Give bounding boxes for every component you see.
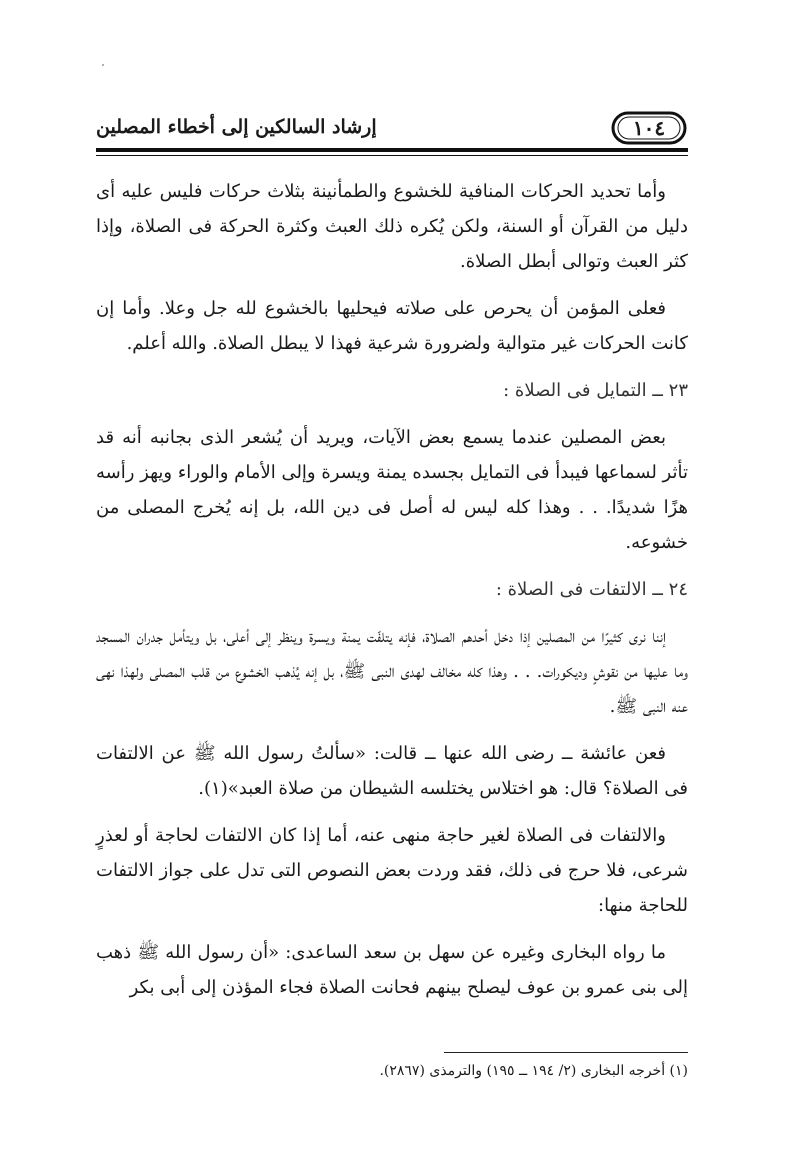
page-number: ١٠٤ xyxy=(632,116,666,140)
paragraph: وأما تحديد الحركات المنافية للخشوع والطمأنينة بثلاث حركات فليس عليه أى دليل من القرآن أو السنة، ولكن يُكره ذلك العبث وكثرة الحركة فى الصلاة، وإذا كثر العبث وتوالى أبطل الصلاة. xyxy=(96,181,688,272)
header-rule xyxy=(96,148,688,152)
page-number-badge xyxy=(610,110,688,146)
paragraph: والالتفات فى الصلاة لغير حاجة منهى عنه، أما إذا كان الالتفات لحاجة أو لعذرٍ شرعى، فلا حرج فى ذلك، فقد وردت بعض النصوص التى تدل على جواز الالتفات للحاجة منها: xyxy=(96,825,688,916)
paragraph: فعلى المؤمن أن يحرص على صلاته فيحليها بالخشوع لله جل وعلا. وأما إن كانت الحركات غير متوالية ولضرورة شرعية فهذا لا يبطل الصلاة. والله أعلم. xyxy=(96,298,688,354)
running-title: إرشاد السالكين إلى أخطاء المصلين xyxy=(96,116,377,138)
page-header xyxy=(96,104,688,152)
section-heading: ٢٤ ــ الالتفات فى الصلاة : xyxy=(495,579,688,600)
paragraph: بعض المصلين عندما يسمع بعض الآيات، ويريد أن يُشعر الذى بجانبه أنه قد تأثر لسماعها فيبدأ فى التمايل بجسده يمنة ويسرة وإلى الأمام والوراء ويهز رأسه هزًا شديدًا. . . وهذا كله ليس له أصل فى دين الله، بل إنه يُخرج المصلى من خشوعه. xyxy=(96,427,688,553)
page-body xyxy=(96,174,688,1017)
paragraph: إننا نرى كثيرًا من المصلين إذا دخل أحدهم الصلاة، فإنه يتلفّت يمنة ويسرة وينظر إلى أعلى، بل ويتأمل جدران المسجد وما عليها من نقوشٍ وديكورات. . . وهذا كله مخالف لهدى النبى ﷺ، بل إنه يُذهب الخشوع من قلب المصلى ولهذا نهى عنه النبى ﷺ. xyxy=(96,626,688,717)
header-rule-thin xyxy=(96,155,688,156)
footnote: (١) أخرجه البخارى (٢/ ١٩٤ ــ ١٩٥) والترمذى (٢٨٦٧). xyxy=(379,1063,688,1079)
section-heading: ٢٣ ــ التمايل فى الصلاة : xyxy=(503,380,688,401)
paragraph: ما رواه البخارى وغيره عن سهل بن سعد الساعدى: «أن رسول الله ﷺ ذهب إلى بنى عمرو بن عوف ليصلح بينهم فحانت الصلاة فجاء المؤذن إلى أبى بكر xyxy=(96,942,688,998)
footnote-rule xyxy=(444,1052,688,1053)
page-speck xyxy=(102,64,104,66)
paragraph: فعن عائشة ــ رضى الله عنها ــ قالت: «سألتُ رسول الله ﷺ عن الالتفات فى الصلاة؟ قال: هو اختلاس يختلسه الشيطان من صلاة العبد»(١). xyxy=(96,743,688,799)
